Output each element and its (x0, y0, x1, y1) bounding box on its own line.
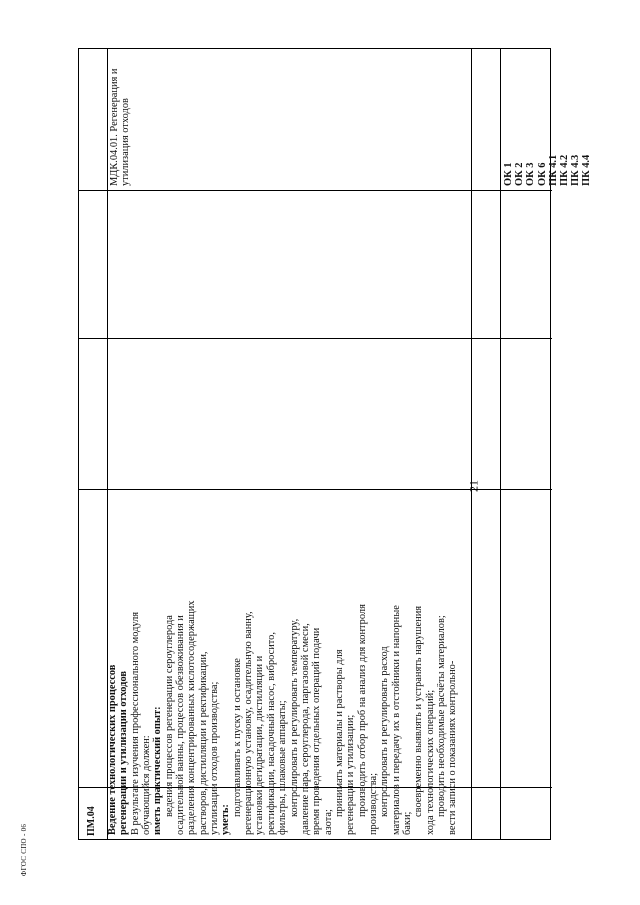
competency-code: ПК 4.2 (559, 154, 571, 186)
description-line: ректификации, насадочный насос, вибросито, (265, 632, 277, 835)
competency-code: ОК 6 (536, 162, 548, 186)
competency-code: ОК 2 (514, 162, 526, 186)
description-line: производить отбор проб на анализ для контроля (356, 604, 368, 817)
competency-code: ОК 3 (525, 162, 537, 186)
competency-code: ПК 4.4 (581, 154, 593, 186)
description-line: азота; (322, 809, 334, 835)
description-line: растворов, дистилляции и ректификации, (197, 651, 209, 835)
competency-list (500, 47, 593, 190)
description-line: регенерационную установку, осадительную ванну, (243, 611, 255, 835)
description-line: разделения концентрированных кислотосодержащих (186, 600, 198, 835)
mdk-title: МДК.04.01. Регенерация и утилизация отходов (109, 68, 132, 186)
description-line: время проведения отдельных операций подачи (311, 627, 323, 835)
description-line: давление пара, сероуглерода, паргазовой смеси, (299, 623, 311, 835)
description-line: принимать материалы и растворы для (333, 649, 345, 817)
column-divider (471, 49, 472, 839)
description-line: баки; (401, 811, 413, 835)
row-divider (79, 190, 552, 191)
description-line: контролировать и регулировать температуру, (288, 618, 300, 817)
description-line: ведения процессов регенерации сероуглерода (163, 615, 175, 817)
description-line: проводить необходимые расчёты материалов; (435, 615, 447, 817)
description-line: материалов и передачу их в отстойники и напорные (390, 605, 402, 835)
competency-code: ПК 4.3 (570, 154, 582, 186)
table-frame (78, 48, 593, 840)
footer-code: ФГОС СПО - 06 (20, 823, 28, 877)
description-line: осадительной ванны, процессов обезвоживания и (175, 615, 187, 835)
module-code: ПМ.04 (86, 806, 97, 836)
description-line: В результате изучения профессионального модуля (129, 611, 141, 835)
description-line: хода технологических операций; (424, 689, 436, 835)
description-line: обучающийся должен: (141, 735, 153, 835)
page-number: 21 (466, 480, 481, 492)
row-divider (79, 338, 552, 339)
description-line: регенерации и утилизации отходов (118, 671, 130, 835)
description-line: подготавливать к пуску и остановке (231, 658, 243, 817)
description-line: установки дегидратации, дистилляции и (254, 655, 266, 835)
description-line: своевременно выявлять и устранять нарушения (413, 605, 425, 817)
module-description (107, 490, 471, 839)
description-line: производства; (367, 772, 379, 835)
competency-code: ПК 4.1 (547, 154, 559, 186)
description-line: уметь: (220, 804, 232, 835)
description-line: иметь практический опыт: (152, 706, 164, 835)
competency-code: ОК 1 (503, 162, 514, 186)
description-line: утилизации отходов производства; (209, 681, 221, 835)
description-line: регенерации и утилизации; (345, 714, 357, 835)
description-line: Ведение технологических процессов (107, 664, 118, 835)
description-line: контролировать и регулировать расход (379, 646, 391, 817)
description-line: вести записи о показаниях контрольно- (447, 660, 459, 835)
description-line: фильтры, шлаковые аппараты; (277, 700, 289, 835)
competency-table (78, 48, 593, 840)
